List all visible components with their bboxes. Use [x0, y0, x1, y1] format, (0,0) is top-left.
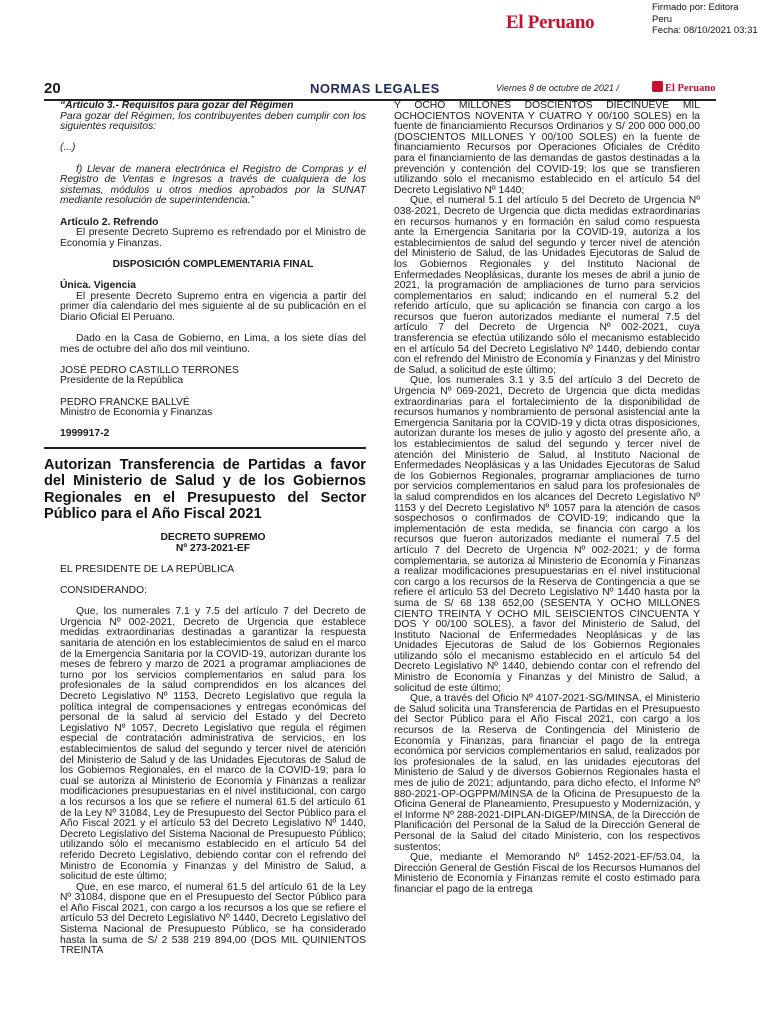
article-3-item-f: f) Llevar de manera electrónica el Registro de Compras y el Registro de Ventas e Ingresos a través de cualquiera de los sistemas, módulos u otros medios aprobados por la SUNAT mediante resolución de superintendencia.” — [60, 163, 366, 207]
headline: Autorizan Transferencia de Partidas a favor del Ministerio de Salud y de los Gobiernos Regionales en el Presupuesto del Sector Público para el Año Fiscal 2021 — [44, 456, 366, 522]
header-date: Viernes 8 de octubre de 2021 / — [496, 83, 619, 93]
president-heading: EL PRESIDENTE DE LA REPÚBLICA — [60, 563, 235, 575]
digital-signature — [652, 2, 758, 37]
document-code: 1999917-2 — [60, 428, 110, 440]
page-header — [44, 80, 716, 98]
article-2-text: El presente Decreto Supremo es refrendado por el Ministro de Economía y Finanzas. — [60, 227, 366, 249]
paragraph: Que, el numeral 5.1 del artículo 5 del Decreto de Urgencia Nº 038-2021, Decreto de Urgencia que dicta medidas extraordinarias en recursos humanos y en formación en salud como respuesta ante la Emergencia Sanitaria por la COVID-19, autoriza a los establecimientos de salud del segundo y tercer nivel de atención del Ministerio de Salud, de las Unidades Ejecutoras de Salud de los Gobiernos Regionales y del Instituto Nacional de Enfermedades Neoplásicas, durante los meses de abril a junio de 2021, la programación de ampliaciones de turno para servicios complementarios en salud; indicando en el numeral 5.2 del referido artículo, que su aplicación se financia con cargo a los recursos que fueron autorizados mediante el numeral 7.5 del artículo 7 del Decreto de Urgencia Nº 002-2021, cuya transferencia se efectúa utilizando sólo el mecanismo establecido en el artículo 54 del Decreto Legislativo Nº 1440, debiendo contar con el refrendo del Ministro de Economía y Finanzas y del Ministro de Salud, a solicitud de este último; — [394, 195, 700, 376]
considerando-heading: CONSIDERANDO: — [60, 585, 147, 597]
signatory-1-role: Presidente de la República — [60, 375, 184, 387]
paragraph: Que, los numerales 7.1 y 7.5 del artículo 7 del Decreto de Urgencia Nº 002-2021, Decreto de Urgencia que establece medidas extraordinarias destinadas a garantizar la respuesta sanitaria de atención en los establecimientos de salud en el marco de la Emergencia Sanitaria por la COVID-19, autorizan durante los meses de febrero y marzo de 2021 a programar ampliaciones de turno por los servicios complementarios en salud para los profesionales de la salud comprendidos en los alcances del Decreto Legislativo Nº 1153, Decreto Legislativo que regula la política integral de compensaciones y entregas económicas del personal de la salud al servicio del Estado y del Decreto Legislativo Nº 1057, Decreto Legislativo que regula el régimen especial de contratación administrativa de servicios, en los establecimientos de salud del segundo y tercer nivel de atención del Ministerio de Salud y de las Unidades Ejecutoras de Salud de los Gobiernos Regionales, en el marco de la COVID-19; para lo cual se autoriza al Ministerio de Economía y Finanzas a realizar modificaciones presupuestarias en el nivel institucional, con cargo a los recursos a los que se refiere el numeral 61.5 del artículo 61 de la Ley Nº 31084, Ley de Presupuesto del Sector Público para el Año Fiscal 2021 y el artículo 53 del Decreto Legislativo Nº 1440, Decreto Legislativo del Sistema Nacional de Presupuesto Público; utilizando sólo el mecanismo establecido en el artículo 54 del referido Decreto Legislativo, debiendo contar con el refrendo del Ministro de Economía y Finanzas y del Ministro de Salud, a solicitud de este último; — [60, 606, 366, 883]
article-3-ellipsis: (...) — [60, 142, 76, 154]
given-at-text: Dado en la Casa de Gobierno, en Lima, a los siete días del mes de octubre del año dos mil veintiuno. — [60, 333, 366, 355]
header-logo-text: El Peruano — [665, 83, 716, 94]
decree-number: Nº 273-2021-EF — [175, 542, 251, 554]
article-3-title: “Artículo 3.- Requisitos para gozar del Régimen — [60, 100, 294, 111]
signatory-2-name: PEDRO FRANCKE BALLVÉ — [60, 396, 190, 408]
page-number: 20 — [44, 80, 61, 97]
signatory-2-role: Ministro de Economía y Finanzas — [60, 407, 213, 419]
article-2-title: Artículo 2. Refrendo — [60, 216, 159, 228]
section-divider — [44, 447, 366, 449]
signatory-1-name: JOSÉ PEDRO CASTILLO TERRONES — [60, 364, 239, 376]
coat-of-arms-icon — [652, 81, 663, 92]
paragraph: Que, en ese marco, el numeral 61.5 del artículo 61 de la Ley Nº 31084, dispone que en el Presupuesto del Sector Público para el Año Fiscal 2021, con cargo a los recursos a los que se refiere el artículo 53 del Decreto Legislativo Nº 1440, Decreto Legislativo del Sistema Nacional de Presupuesto Público, se ha considerado hasta la suma de S/ 2 538 219 894,00 (DOS MIL QUINIENTOS TREINTA — [60, 881, 366, 957]
signature-line: Fecha: 08/10/2021 03:31 — [652, 25, 758, 36]
decree-label: DECRETO SUPREMO — [160, 532, 266, 544]
left-column — [44, 100, 366, 957]
section-title: NORMAS LEGALES — [310, 81, 440, 96]
final-provision-title: DISPOSICIÓN COMPLEMENTARIA FINAL — [112, 258, 314, 270]
brand-logo: El Peruano — [506, 12, 595, 33]
right-column — [394, 101, 700, 896]
paragraph: Y OCHO MILLONES DOSCIENTOS DIECINUEVE MIL OCHOCIENTOS NOVENTA Y CUATRO Y 00/100 SOLES) en la fuente de financiamiento Recursos Ordinarios y S/ 200 000 000,00 (DOSCIENTOS MILLONES Y 00/100 SOLES) en la fuente de financiamiento Recursos por Operaciones Oficiales de Crédito para el financiamiento de las demandas de gastos destinadas a la prevención y contención del COVID-19; los que se transfieren utilizando solo el mecanismo establecido en el artículo 54 del Decreto Legislativo Nº 1440; — [394, 100, 700, 196]
validity-title: Única. Vigencia — [60, 280, 136, 292]
paragraph: Que, mediante el Memorando Nº 1452-2021-EF/53.04, la Dirección General de Gestión Fiscal de los Recursos Humanos del Ministerio de Economía y Finanzas remite el costo estimado para financiar el pago de la entrega — [394, 852, 700, 895]
paragraph: Que, los numerales 3.1 y 3.5 del artículo 3 del Decreto de Urgencia Nº 069-2021, Decreto de Urgencia que dicta medidas extraordinarias para el fortalecimiento de la disponibilidad de recursos humanos y nombramiento de personal asistencial ante la Emergencia Sanitaria por la COVID-19 y dicta otras disposiciones, autorizan durante los meses de julio y agosto del presente año, a los establecimientos de salud del segundo y tercer nivel de atención del Ministerio de Salud, al Instituto Nacional de Enfermedades Neoplásicas y a las Unidades Ejecutoras de Salud de los Gobiernos Regionales, programar ampliaciones de turno por servicios complementarios en salud para los profesionales de la salud comprendidos en los alcances del Decreto Legislativo Nº 1153 y del Decreto Legislativo Nº 1057 para la atención de casos sospechosos o confirmados de COVID-19; indicando que la implementación de esta medida, se financia con cargo a los recursos que fueron autorizados mediante el numeral 7.5 del artículo 7 del Decreto de Urgencia Nº 002-2021; y de forma complementaria, se autoriza al Ministerio de Economía y Finanzas a realizar modificaciones presupuestarias en el nivel institucional con cargo a los recursos de la Reserva de Contingencia a que se refiere el artículo 53 del Decreto Legislativo Nº 1440 hasta por la suma de S/ 68 138 652,00 (SESENTA Y OCHO MILLONES CIENTO TREINTA Y OCHO MIL SEISCIENTOS CINCUENTA Y DOS Y 00/100 SOLES), a favor del Ministerio de Salud, del Instituto Nacional de Enfermedades Neoplásicas y de las Unidades Ejecutoras de Salud de los Gobiernos Regionales utilizando sólo el mecanismo establecido en el artículo 54 del Decreto Legislativo Nº 1440, debiendo contar con el refrendo del Ministro de Economía y Finanzas y del Ministro de Salud, a solicitud de este último; — [394, 375, 700, 694]
paragraph: Que, a través del Oficio Nº 4107-2021-SG/MINSA, el Ministerio de Salud solicita una Transferencia de Partidas en el Presupuesto del Sector Público para el Año Fiscal 2021, con cargo a los recursos de la Reserva de Contingencia del Ministerio de Economía y Finanzas, para financiar el pago de la entrega económica por servicios complementarios en salud, realizados por los profesionales de la salud, en las unidades ejecutoras del Ministerio de Salud y de diversos Gobiernos Regionales hasta el mes de julio de 2021; adjuntando, para dicho efecto, el Informe Nº 880-2021-OP-OGPPM/MINSA de la Oficina de Presupuesto de la Oficina General de Planeamiento, Presupuesto y Modernización, y el Informe Nº 288-2021-DIPLAN-DIGEP/MINSA, de la Dirección de Planificación del Personal de la Salud de la Dirección General de Personal de la Salud del citado Ministerio, con los respectivos sustentos; — [394, 693, 700, 853]
validity-text: El presente Decreto Supremo entra en vigencia a partir del primer día calendario del mes siguiente al de su publicación en el Diario Oficial El Peruano. — [60, 290, 366, 323]
signature-line: Peru — [652, 13, 673, 25]
article-3-intro: Para gozar del Régimen, los contribuyentes deben cumplir con los siguientes requisitos: — [60, 110, 366, 133]
header-logo — [652, 81, 715, 94]
signature-line: Firmado por: Editora — [652, 2, 739, 13]
